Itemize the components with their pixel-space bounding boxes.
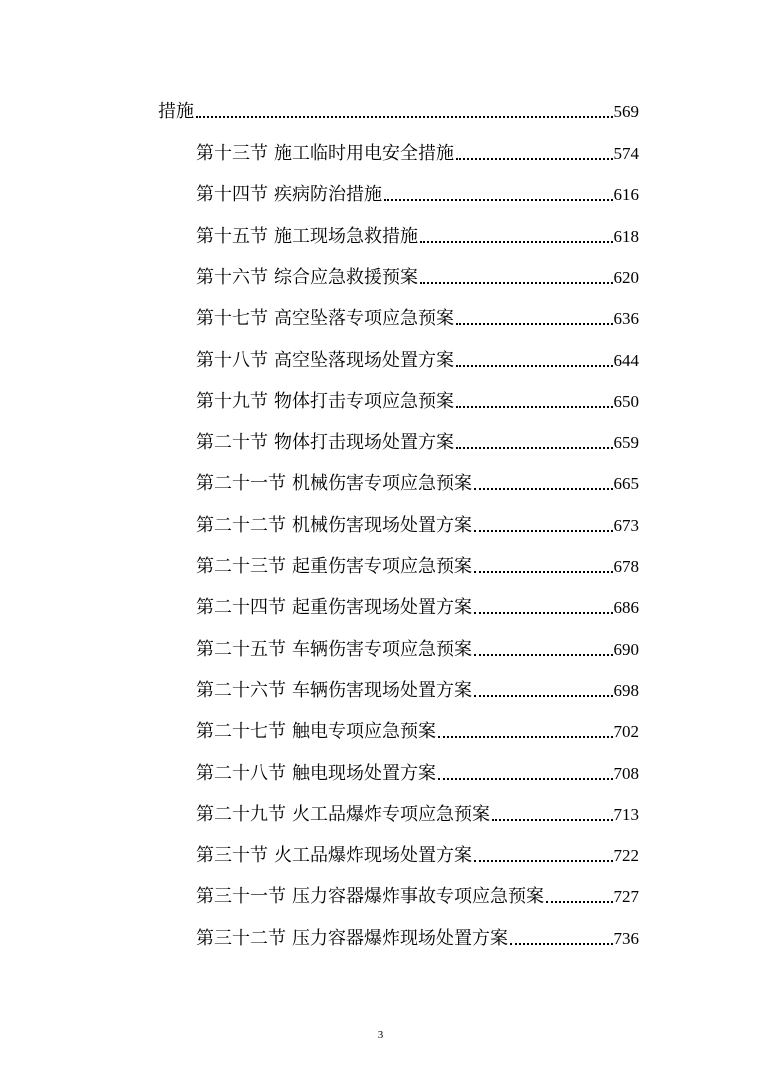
toc-entry-title: 高空坠落专项应急预案 bbox=[274, 308, 454, 329]
toc-entry-section-number: 第三十节 bbox=[196, 845, 268, 866]
dot-leader bbox=[420, 281, 613, 284]
toc-entry[interactable] bbox=[196, 635, 639, 661]
footer-page-number: 3 bbox=[377, 1029, 384, 1041]
dot-leader bbox=[492, 818, 613, 821]
toc-entry-section-number: 第十四节 bbox=[196, 184, 268, 205]
toc-entry-title: 措施 bbox=[158, 101, 194, 122]
toc-entry-section-number: 第二十节 bbox=[196, 432, 268, 453]
dot-leader bbox=[456, 405, 613, 408]
dot-leader bbox=[546, 900, 613, 903]
toc-entry-title: 火工品爆炸专项应急预案 bbox=[292, 804, 490, 825]
toc-entry-title: 车辆伤害专项应急预案 bbox=[292, 639, 472, 660]
toc-entry-page: 708 bbox=[613, 764, 639, 783]
toc-entry-title: 机械伤害专项应急预案 bbox=[292, 473, 472, 494]
toc-entry-section-number: 第十三节 bbox=[196, 143, 268, 164]
toc-entry-page: 650 bbox=[613, 392, 639, 411]
toc-entry-title: 高空坠落现场处置方案 bbox=[274, 350, 454, 371]
toc-entry-title: 物体打击专项应急预案 bbox=[274, 391, 454, 412]
toc-entry-section-number: 第三十一节 bbox=[196, 886, 286, 907]
toc-entry[interactable] bbox=[196, 263, 639, 289]
toc-entry-top[interactable] bbox=[158, 97, 639, 123]
toc-entry-section-number: 第三十二节 bbox=[196, 928, 286, 949]
toc-entry-page: 727 bbox=[613, 887, 639, 906]
toc-entry-page: 686 bbox=[613, 598, 639, 617]
dot-leader bbox=[456, 364, 613, 367]
toc-entry-title: 起重伤害专项应急预案 bbox=[292, 556, 472, 577]
toc-entry-title: 疾病防治措施 bbox=[274, 184, 382, 205]
toc-entry[interactable] bbox=[196, 717, 639, 743]
toc-entry-page: 644 bbox=[613, 351, 639, 370]
toc-entry-page: 636 bbox=[613, 309, 639, 328]
toc-entry-title: 触电专项应急预案 bbox=[292, 721, 436, 742]
toc-entry-title: 物体打击现场处置方案 bbox=[274, 432, 454, 453]
toc-entry-title: 施工临时用电安全措施 bbox=[274, 143, 454, 164]
dot-leader bbox=[474, 694, 613, 697]
toc-entry[interactable] bbox=[196, 346, 639, 372]
toc-entry-page: 618 bbox=[613, 227, 639, 246]
toc-entry-title: 机械伤害现场处置方案 bbox=[292, 515, 472, 536]
toc-entry-page: 713 bbox=[613, 805, 639, 824]
toc-entry-page: 659 bbox=[613, 433, 639, 452]
toc-entry[interactable] bbox=[196, 511, 639, 537]
toc-entry-page: 620 bbox=[613, 268, 639, 287]
dot-leader bbox=[420, 240, 613, 243]
toc-entry[interactable] bbox=[196, 469, 639, 495]
toc-entry-section-number: 第十七节 bbox=[196, 308, 268, 329]
toc-entry[interactable] bbox=[196, 676, 639, 702]
dot-leader bbox=[510, 942, 613, 945]
toc-entry-page: 698 bbox=[613, 681, 639, 700]
dot-leader bbox=[474, 529, 613, 532]
toc-entry[interactable] bbox=[196, 593, 639, 619]
toc-entry-title: 施工现场急救措施 bbox=[274, 226, 418, 247]
toc-entry[interactable] bbox=[196, 759, 639, 785]
dot-leader bbox=[456, 446, 613, 449]
toc-entry-title: 车辆伤害现场处置方案 bbox=[292, 680, 472, 701]
toc-entry[interactable] bbox=[196, 304, 639, 330]
toc-entry-page: 702 bbox=[613, 722, 639, 741]
toc-entry-section-number: 第二十三节 bbox=[196, 556, 286, 577]
dot-leader bbox=[456, 157, 613, 160]
dot-leader bbox=[384, 198, 613, 201]
toc-entry[interactable] bbox=[196, 800, 639, 826]
toc-entry-section-number: 第二十二节 bbox=[196, 515, 286, 536]
toc-entry-title: 触电现场处置方案 bbox=[292, 763, 436, 784]
toc-entry-title: 压力容器爆炸现场处置方案 bbox=[292, 928, 508, 949]
toc-entry-page: 736 bbox=[613, 929, 639, 948]
toc-entry-section-number: 第十六节 bbox=[196, 267, 268, 288]
dot-leader bbox=[196, 115, 613, 118]
toc-entry-section-number: 第十八节 bbox=[196, 350, 268, 371]
dot-leader bbox=[474, 653, 613, 656]
toc-entry-section-number: 第十九节 bbox=[196, 391, 268, 412]
toc-entry-page: 678 bbox=[613, 557, 639, 576]
toc-entry-page: 690 bbox=[613, 640, 639, 659]
dot-leader bbox=[456, 322, 613, 325]
dot-leader bbox=[474, 487, 613, 490]
toc-entry[interactable] bbox=[196, 180, 639, 206]
toc-entry[interactable] bbox=[196, 882, 639, 908]
toc-entry[interactable] bbox=[196, 841, 639, 867]
toc-entry-section-number: 第二十六节 bbox=[196, 680, 286, 701]
toc-entry-page: 673 bbox=[613, 516, 639, 535]
toc-entry-section-number: 第十五节 bbox=[196, 226, 268, 247]
toc-entry-page: 722 bbox=[613, 846, 639, 865]
dot-leader bbox=[438, 777, 613, 780]
toc-entry-title: 火工品爆炸现场处置方案 bbox=[274, 845, 472, 866]
toc-entry[interactable] bbox=[196, 139, 639, 165]
toc-entry-section-number: 第二十五节 bbox=[196, 639, 286, 660]
dot-leader bbox=[474, 859, 613, 862]
toc-entry-section-number: 第二十七节 bbox=[196, 721, 286, 742]
dot-leader bbox=[438, 735, 613, 738]
toc-entry-page: 665 bbox=[613, 474, 639, 493]
toc-entry[interactable] bbox=[196, 552, 639, 578]
toc-entry-page: 574 bbox=[613, 144, 639, 163]
toc-entry-page: 616 bbox=[613, 185, 639, 204]
toc-entry-title: 起重伤害现场处置方案 bbox=[292, 597, 472, 618]
toc-entry-title: 压力容器爆炸事故专项应急预案 bbox=[292, 886, 544, 907]
toc-entry-page: 569 bbox=[613, 102, 639, 121]
toc-entry-section-number: 第二十一节 bbox=[196, 473, 286, 494]
toc-entry[interactable] bbox=[196, 924, 639, 950]
toc-entry[interactable] bbox=[196, 387, 639, 413]
toc-entry-title: 综合应急救援预案 bbox=[274, 267, 418, 288]
toc-entry-section-number: 第二十九节 bbox=[196, 804, 286, 825]
dot-leader bbox=[474, 611, 613, 614]
toc-entry[interactable] bbox=[196, 428, 639, 454]
dot-leader bbox=[474, 570, 613, 573]
toc-entry[interactable] bbox=[196, 222, 639, 248]
toc-entry-section-number: 第二十八节 bbox=[196, 763, 286, 784]
toc-entry-section-number: 第二十四节 bbox=[196, 597, 286, 618]
